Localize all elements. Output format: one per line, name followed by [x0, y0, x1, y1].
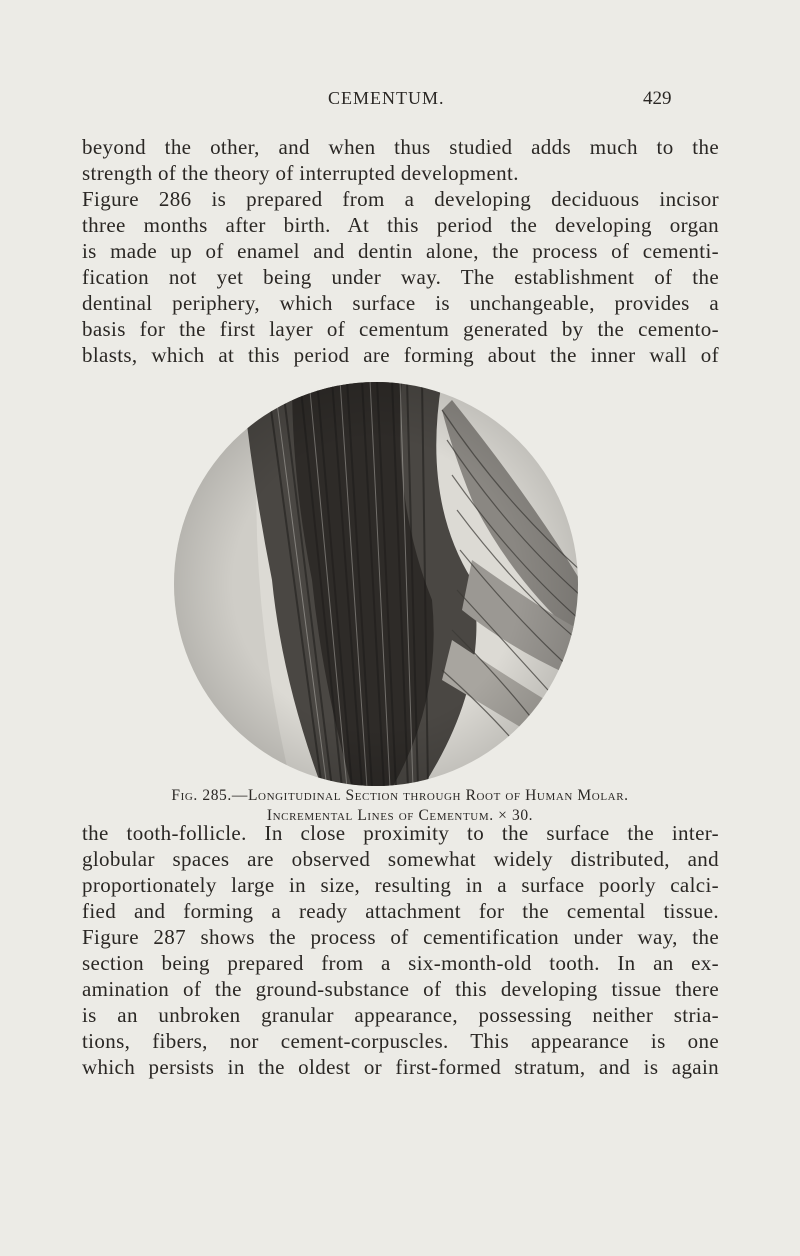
text-line: is an unbroken granular appearance, possessing neither stria-	[82, 1003, 719, 1027]
text-line: proportionately large in size, resulting in a surface poorly calci-	[82, 873, 719, 897]
text-line: tions, fibers, nor cement-corpuscles. This appearance is one	[82, 1029, 719, 1053]
page-number: 429	[643, 88, 672, 109]
micrograph-image	[172, 380, 580, 788]
text-line: blasts, which at this period are forming about the inner wall of	[82, 343, 719, 367]
caption-line-2: Incremental Lines of Cementum. × 30.	[266, 807, 534, 824]
text-line: section being prepared from a six-month-old tooth. In an ex-	[82, 951, 719, 975]
text-line: three months after birth. At this period the developing organ	[82, 213, 719, 237]
text-line: dentinal periphery, which surface is unchangeable, provides a	[82, 291, 719, 315]
text-line: which persists in the oldest or first-formed stratum, and is again	[82, 1055, 719, 1079]
text-line: beyond the other, and when thus studied adds much to the	[82, 135, 719, 159]
text-line: fied and forming a ready attachment for the cemental tissue.	[82, 899, 719, 923]
text-line: the tooth-follicle. In close proximity to the surface the inter-	[82, 821, 719, 845]
micrograph-figure	[172, 380, 580, 788]
text-line: is made up of enamel and dentin alone, the process of cementi-	[82, 239, 719, 263]
running-title: CEMENTUM.	[328, 88, 445, 108]
paragraph-bottom	[82, 820, 719, 1080]
text-line: Figure 287 shows the process of cementification under way, the	[82, 925, 719, 949]
text-line: fication not yet being under way. The establishment of the	[82, 265, 719, 289]
text-line: globular spaces are observed somewhat widely distributed, and	[82, 847, 719, 871]
paragraph-top	[82, 134, 719, 368]
running-head	[0, 88, 800, 112]
text-line: strength of the theory of interrupted development.	[82, 161, 519, 185]
caption-line-1: Fig. 285.—Longitudinal Section through Root of Human Molar.	[171, 787, 629, 804]
text-line: amination of the ground-substance of this developing tissue there	[82, 977, 719, 1001]
text-line: Figure 286 is prepared from a developing deciduous incisor	[82, 187, 719, 211]
text-line: basis for the first layer of cementum generated by the cemento-	[82, 317, 719, 341]
